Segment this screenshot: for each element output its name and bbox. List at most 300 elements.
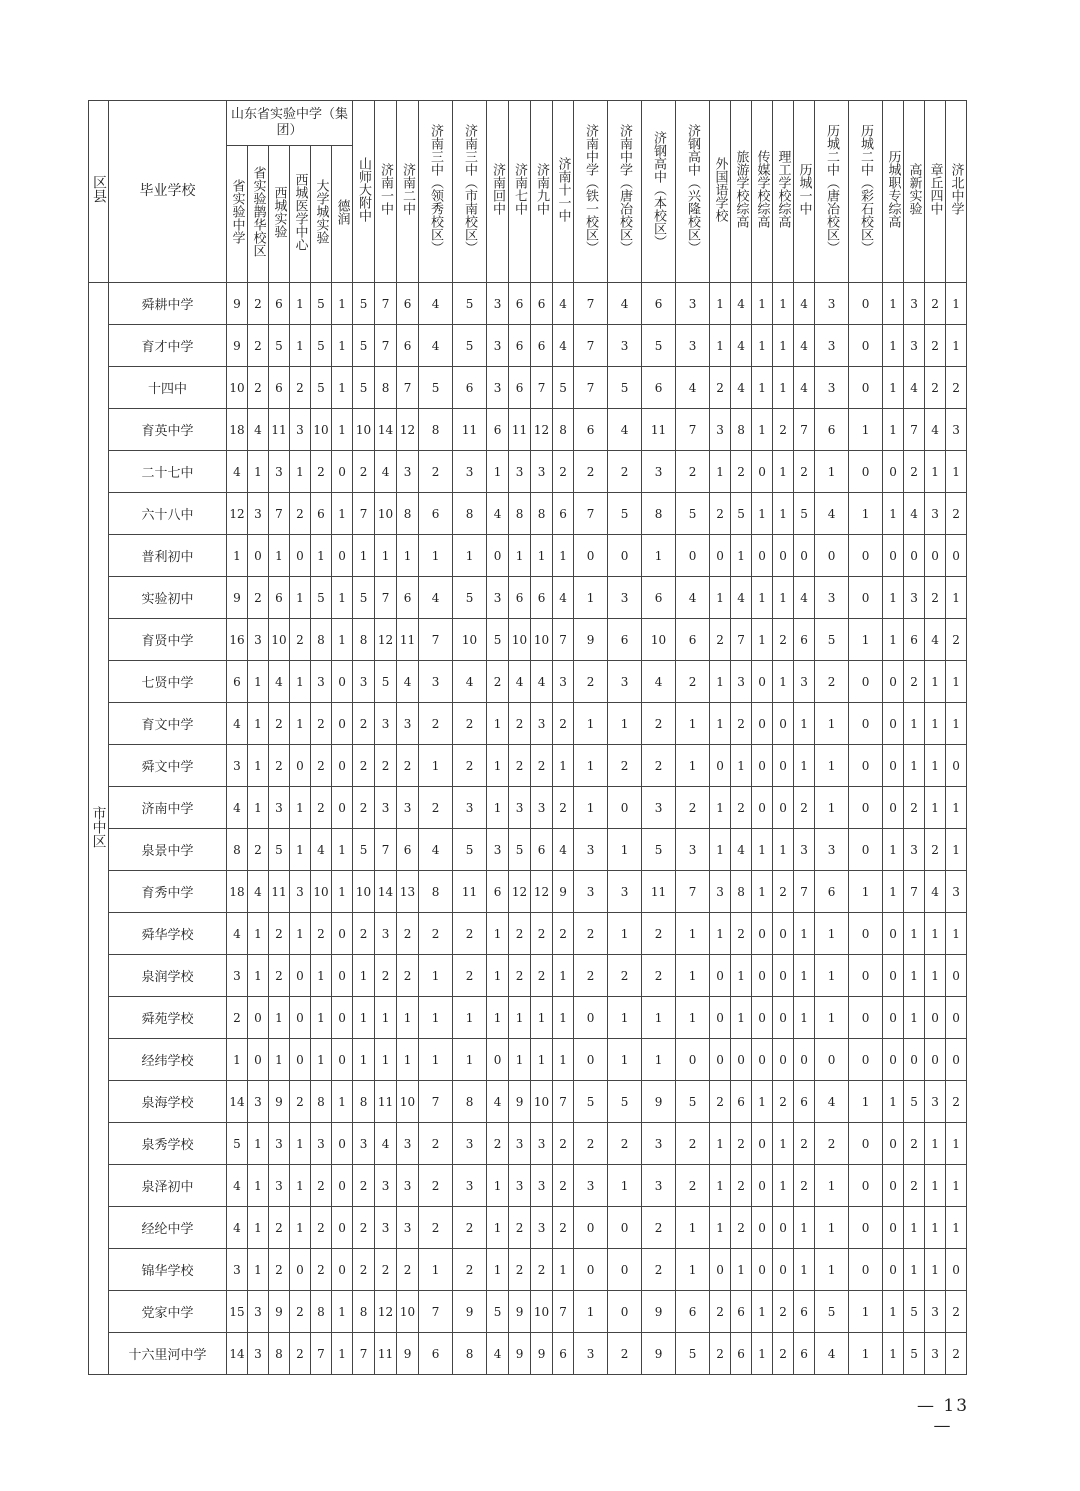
quota-cell: 11 — [397, 619, 419, 661]
quota-cell: 1 — [815, 913, 849, 955]
quota-cell: 6 — [509, 283, 531, 325]
quota-cell: 1 — [608, 913, 642, 955]
quota-cell: 0 — [773, 997, 794, 1039]
quota-cell: 6 — [269, 283, 290, 325]
quota-cell: 6 — [487, 409, 509, 451]
quota-cell: 1 — [248, 1207, 269, 1249]
quota-cell: 0 — [925, 535, 946, 577]
quota-cell: 3 — [397, 703, 419, 745]
quota-cell: 8 — [642, 493, 676, 535]
school-name-cell: 舜苑学校 — [109, 997, 227, 1039]
quota-cell: 1 — [332, 619, 353, 661]
quota-cell: 1 — [773, 829, 794, 871]
quota-cell: 4 — [419, 325, 453, 367]
quota-cell: 5 — [269, 325, 290, 367]
quota-cell: 1 — [946, 1123, 967, 1165]
quota-cell: 0 — [710, 997, 731, 1039]
quota-cell: 2 — [904, 1123, 925, 1165]
quota-cell: 1 — [332, 283, 353, 325]
table-row — [89, 1123, 967, 1165]
table-row — [89, 451, 967, 493]
quota-cell: 10 — [353, 409, 375, 451]
quota-cell: 1 — [773, 283, 794, 325]
quota-cell: 3 — [269, 787, 290, 829]
quota-cell: 1 — [553, 997, 574, 1039]
quota-cell: 1 — [642, 997, 676, 1039]
quota-cell: 2 — [269, 1207, 290, 1249]
quota-cell: 12 — [375, 1291, 397, 1333]
quota-cell: 3 — [453, 1165, 487, 1207]
school-name-cell: 舜华学校 — [109, 913, 227, 955]
quota-cell: 3 — [453, 787, 487, 829]
table-row — [89, 283, 967, 325]
quota-cell: 1 — [731, 997, 752, 1039]
quota-cell: 8 — [419, 871, 453, 913]
quota-cell: 0 — [248, 1039, 269, 1081]
quota-cell: 2 — [397, 1249, 419, 1291]
quota-cell: 0 — [946, 535, 967, 577]
quota-cell: 0 — [752, 1123, 773, 1165]
quota-cell: 6 — [642, 577, 676, 619]
quota-cell: 3 — [269, 451, 290, 493]
quota-cell: 3 — [375, 703, 397, 745]
quota-cell: 2 — [419, 787, 453, 829]
quota-cell: 4 — [815, 1333, 849, 1375]
quota-cell: 1 — [925, 787, 946, 829]
quota-cell: 2 — [773, 1291, 794, 1333]
quota-cell: 8 — [311, 619, 332, 661]
quota-cell: 2 — [553, 913, 574, 955]
school-name-cell: 七贤中学 — [109, 661, 227, 703]
column-header — [269, 146, 290, 283]
quota-cell: 1 — [608, 1165, 642, 1207]
quota-cell: 6 — [397, 283, 419, 325]
quota-cell: 1 — [332, 367, 353, 409]
quota-cell: 1 — [815, 1249, 849, 1291]
quota-cell: 4 — [419, 829, 453, 871]
quota-cell: 0 — [883, 745, 904, 787]
quota-cell: 4 — [269, 661, 290, 703]
quota-cell: 2 — [574, 451, 608, 493]
quota-cell: 5 — [676, 1333, 710, 1375]
column-header — [553, 101, 574, 283]
quota-cell: 3 — [642, 1165, 676, 1207]
quota-cell: 2 — [608, 745, 642, 787]
quota-cell: 0 — [332, 661, 353, 703]
quota-cell: 2 — [946, 619, 967, 661]
quota-cell: 1 — [227, 1039, 248, 1081]
table-row — [89, 577, 967, 619]
quota-cell: 4 — [509, 661, 531, 703]
quota-cell: 1 — [925, 1165, 946, 1207]
quota-cell: 6 — [531, 325, 553, 367]
quota-cell: 1 — [946, 787, 967, 829]
school-name-cell: 十四中 — [109, 367, 227, 409]
quota-cell: 7 — [353, 493, 375, 535]
quota-cell: 5 — [453, 283, 487, 325]
quota-cell: 1 — [509, 997, 531, 1039]
quota-cell: 3 — [815, 367, 849, 409]
quota-cell: 2 — [453, 703, 487, 745]
quota-cell: 1 — [608, 997, 642, 1039]
quota-cell: 0 — [752, 535, 773, 577]
quota-cell: 5 — [608, 1081, 642, 1123]
quota-cell: 3 — [248, 493, 269, 535]
quota-cell: 1 — [883, 325, 904, 367]
quota-cell: 1 — [773, 661, 794, 703]
quota-cell: 0 — [883, 535, 904, 577]
quota-cell: 9 — [397, 1333, 419, 1375]
quota-cell: 3 — [710, 409, 731, 451]
school-name-cell: 党家中学 — [109, 1291, 227, 1333]
quota-cell: 1 — [815, 703, 849, 745]
quota-cell: 6 — [731, 1333, 752, 1375]
quota-cell: 1 — [946, 451, 967, 493]
school-name-cell: 经纶中学 — [109, 1207, 227, 1249]
quota-cell: 1 — [925, 745, 946, 787]
quota-cell: 5 — [353, 829, 375, 871]
quota-cell: 1 — [773, 367, 794, 409]
quota-cell: 2 — [731, 1165, 752, 1207]
quota-cell: 2 — [269, 955, 290, 997]
quota-cell: 1 — [397, 997, 419, 1039]
table-row — [89, 1081, 967, 1123]
column-header — [487, 101, 509, 283]
quota-cell: 0 — [731, 1039, 752, 1081]
quota-cell: 1 — [849, 619, 883, 661]
quota-cell: 1 — [608, 829, 642, 871]
quota-cell: 1 — [574, 703, 608, 745]
quota-cell: 7 — [375, 283, 397, 325]
quota-cell: 0 — [883, 1039, 904, 1081]
quota-cell: 4 — [731, 283, 752, 325]
column-header-label: 济南三中（市南校区） — [462, 124, 478, 254]
quota-cell: 1 — [248, 787, 269, 829]
school-name-cell: 济南中学 — [109, 787, 227, 829]
quota-cell: 4 — [815, 1081, 849, 1123]
quota-cell: 1 — [710, 451, 731, 493]
quota-cell: 6 — [676, 1291, 710, 1333]
quota-cell: 6 — [487, 871, 509, 913]
quota-cell: 1 — [553, 535, 574, 577]
quota-cell: 8 — [375, 367, 397, 409]
quota-cell: 3 — [397, 1123, 419, 1165]
school-name-cell: 泉秀学校 — [109, 1123, 227, 1165]
quota-cell: 1 — [332, 493, 353, 535]
column-header — [883, 101, 904, 283]
quota-cell: 3 — [531, 1123, 553, 1165]
quota-cell: 14 — [227, 1333, 248, 1375]
quota-cell: 7 — [904, 409, 925, 451]
quota-cell: 1 — [849, 1081, 883, 1123]
quota-cell: 1 — [925, 451, 946, 493]
quota-cell: 4 — [487, 1333, 509, 1375]
quota-cell: 2 — [946, 1081, 967, 1123]
quota-cell: 1 — [731, 955, 752, 997]
column-header-label: 省实验中学 — [229, 179, 245, 244]
quota-cell: 3 — [531, 1165, 553, 1207]
quota-cell: 0 — [332, 1039, 353, 1081]
quota-cell: 6 — [269, 577, 290, 619]
quota-cell: 2 — [248, 577, 269, 619]
quota-cell: 0 — [710, 1039, 731, 1081]
column-header — [397, 101, 419, 283]
header-region: 区县 — [89, 101, 109, 283]
quota-cell: 6 — [731, 1291, 752, 1333]
quota-cell: 1 — [752, 283, 773, 325]
column-header — [332, 146, 353, 283]
quota-cell: 11 — [375, 1333, 397, 1375]
quota-cell: 4 — [925, 619, 946, 661]
quota-cell: 8 — [531, 493, 553, 535]
quota-cell: 3 — [453, 451, 487, 493]
column-header — [608, 101, 642, 283]
quota-cell: 6 — [397, 325, 419, 367]
quota-cell: 7 — [375, 829, 397, 871]
school-name-cell: 育贤中学 — [109, 619, 227, 661]
quota-cell: 4 — [375, 451, 397, 493]
quota-cell: 0 — [946, 955, 967, 997]
quota-cell: 1 — [269, 1039, 290, 1081]
school-name-cell: 普利初中 — [109, 535, 227, 577]
table-row — [89, 535, 967, 577]
quota-cell: 2 — [290, 493, 311, 535]
quota-cell: 1 — [642, 1039, 676, 1081]
quota-cell: 2 — [353, 703, 375, 745]
quota-cell: 3 — [375, 787, 397, 829]
quota-cell: 2 — [397, 913, 419, 955]
quota-cell: 0 — [946, 1249, 967, 1291]
quota-cell: 1 — [925, 1123, 946, 1165]
quota-cell: 3 — [487, 577, 509, 619]
quota-cell: 11 — [453, 871, 487, 913]
quota-cell: 2 — [642, 1249, 676, 1291]
quota-cell: 1 — [710, 1165, 731, 1207]
quota-cell: 8 — [453, 493, 487, 535]
column-header-label: 济南三中（领秀校区） — [428, 124, 444, 254]
quota-cell: 7 — [574, 493, 608, 535]
quota-cell: 6 — [642, 283, 676, 325]
quota-cell: 6 — [794, 1081, 815, 1123]
quota-cell: 5 — [311, 577, 332, 619]
column-header-label: 历城二中（彩石校区） — [858, 124, 874, 254]
quota-cell: 6 — [904, 619, 925, 661]
quota-cell: 8 — [353, 619, 375, 661]
quota-cell: 1 — [794, 1207, 815, 1249]
quota-cell: 0 — [773, 955, 794, 997]
quota-cell: 10 — [531, 1291, 553, 1333]
quota-cell: 2 — [608, 451, 642, 493]
quota-cell: 0 — [904, 535, 925, 577]
quota-cell: 1 — [487, 1249, 509, 1291]
quota-cell: 1 — [290, 283, 311, 325]
quota-cell: 1 — [397, 1039, 419, 1081]
quota-cell: 4 — [925, 409, 946, 451]
quota-cell: 2 — [290, 367, 311, 409]
quota-cell: 9 — [531, 1333, 553, 1375]
table-row — [89, 367, 967, 409]
quota-cell: 2 — [773, 409, 794, 451]
quota-cell: 3 — [608, 577, 642, 619]
quota-cell: 0 — [752, 1165, 773, 1207]
quota-cell: 1 — [419, 1249, 453, 1291]
quota-cell: 1 — [904, 955, 925, 997]
quota-cell: 3 — [642, 451, 676, 493]
quota-cell: 1 — [710, 577, 731, 619]
quota-cell: 1 — [487, 745, 509, 787]
quota-cell: 1 — [290, 1165, 311, 1207]
quota-cell: 0 — [290, 1249, 311, 1291]
quota-cell: 0 — [332, 745, 353, 787]
quota-cell: 1 — [676, 703, 710, 745]
quota-cell: 1 — [773, 325, 794, 367]
quota-cell: 5 — [815, 1291, 849, 1333]
quota-cell: 15 — [227, 1291, 248, 1333]
quota-cell: 1 — [487, 997, 509, 1039]
quota-cell: 2 — [487, 1123, 509, 1165]
quota-cell: 2 — [269, 1249, 290, 1291]
quota-cell: 2 — [509, 1207, 531, 1249]
quota-cell: 2 — [311, 787, 332, 829]
quota-cell: 5 — [311, 325, 332, 367]
quota-cell: 4 — [531, 661, 553, 703]
quota-cell: 1 — [290, 829, 311, 871]
quota-cell: 6 — [731, 1081, 752, 1123]
quota-cell: 1 — [419, 1039, 453, 1081]
quota-cell: 6 — [531, 829, 553, 871]
quota-cell: 1 — [419, 955, 453, 997]
quota-cell: 6 — [311, 493, 332, 535]
quota-cell: 2 — [553, 1123, 574, 1165]
quota-cell: 10 — [509, 619, 531, 661]
quota-cell: 0 — [710, 745, 731, 787]
quota-cell: 4 — [815, 493, 849, 535]
quota-cell: 1 — [353, 535, 375, 577]
quota-cell: 4 — [453, 661, 487, 703]
quota-cell: 6 — [269, 367, 290, 409]
quota-cell: 1 — [883, 283, 904, 325]
quota-cell: 0 — [248, 997, 269, 1039]
school-name-cell: 育才中学 — [109, 325, 227, 367]
quota-cell: 0 — [773, 1039, 794, 1081]
quota-cell: 6 — [531, 577, 553, 619]
table-row — [89, 787, 967, 829]
column-header — [676, 101, 710, 283]
quota-cell: 1 — [311, 955, 332, 997]
quota-cell: 0 — [332, 535, 353, 577]
quota-cell: 6 — [419, 1333, 453, 1375]
quota-cell: 0 — [752, 913, 773, 955]
column-header-label: 济南中学（唐冶校区） — [617, 124, 633, 254]
quota-cell: 4 — [553, 577, 574, 619]
quota-cell: 2 — [608, 1123, 642, 1165]
quota-cell: 7 — [553, 1291, 574, 1333]
quota-cell: 1 — [353, 1039, 375, 1081]
quota-cell: 1 — [375, 535, 397, 577]
quota-cell: 1 — [248, 1249, 269, 1291]
quota-cell: 0 — [487, 535, 509, 577]
quota-cell: 0 — [574, 1207, 608, 1249]
quota-cell: 0 — [773, 703, 794, 745]
column-header — [419, 101, 453, 283]
quota-cell: 1 — [248, 451, 269, 493]
quota-cell: 3 — [375, 1207, 397, 1249]
quota-cell: 1 — [608, 1039, 642, 1081]
quota-cell: 1 — [731, 1249, 752, 1291]
quota-cell: 2 — [946, 1291, 967, 1333]
quota-cell: 3 — [227, 955, 248, 997]
quota-cell: 1 — [453, 535, 487, 577]
quota-cell: 0 — [608, 787, 642, 829]
school-name-cell: 育秀中学 — [109, 871, 227, 913]
quota-cell: 2 — [453, 913, 487, 955]
quota-cell: 2 — [353, 1207, 375, 1249]
quota-cell: 1 — [773, 1165, 794, 1207]
quota-cell: 7 — [553, 619, 574, 661]
quota-cell: 0 — [794, 1039, 815, 1081]
quota-cell: 3 — [925, 1081, 946, 1123]
quota-cell: 1 — [290, 1207, 311, 1249]
column-header-label: 省实验鹊华校区 — [250, 166, 266, 257]
quota-cell: 1 — [290, 325, 311, 367]
quota-cell: 2 — [397, 745, 419, 787]
quota-cell: 2 — [509, 1249, 531, 1291]
quota-cell: 2 — [248, 325, 269, 367]
quota-cell: 1 — [710, 829, 731, 871]
quota-cell: 1 — [752, 829, 773, 871]
quota-cell: 3 — [487, 325, 509, 367]
column-header-label: 历城职专综高 — [885, 150, 901, 228]
quota-cell: 1 — [453, 1039, 487, 1081]
quota-cell: 3 — [710, 871, 731, 913]
quota-cell: 1 — [531, 535, 553, 577]
quota-cell: 3 — [608, 661, 642, 703]
quota-cell: 1 — [290, 1123, 311, 1165]
quota-cell: 5 — [509, 829, 531, 871]
quota-cell: 1 — [332, 1081, 353, 1123]
quota-cell: 7 — [419, 1291, 453, 1333]
quota-cell: 0 — [332, 1249, 353, 1291]
quota-cell: 1 — [574, 577, 608, 619]
table-row — [89, 1249, 967, 1291]
quota-cell: 4 — [227, 451, 248, 493]
quota-cell: 5 — [269, 829, 290, 871]
quota-cell: 11 — [642, 409, 676, 451]
column-header-label: 历城一中 — [796, 163, 812, 215]
quota-cell: 0 — [608, 1207, 642, 1249]
quota-cell: 0 — [849, 703, 883, 745]
quota-cell: 3 — [531, 1207, 553, 1249]
table-row — [89, 1333, 967, 1375]
quota-cell: 2 — [904, 451, 925, 493]
quota-cell: 1 — [849, 1291, 883, 1333]
quota-cell: 3 — [509, 787, 531, 829]
quota-cell: 1 — [574, 787, 608, 829]
table-row — [89, 1165, 967, 1207]
quota-cell: 2 — [608, 955, 642, 997]
quota-cell: 1 — [904, 913, 925, 955]
quota-cell: 6 — [815, 409, 849, 451]
quota-cell: 4 — [731, 829, 752, 871]
quota-cell: 0 — [883, 1123, 904, 1165]
header-school: 毕业学校 — [109, 101, 227, 283]
quota-cell: 1 — [815, 997, 849, 1039]
quota-cell: 0 — [710, 1249, 731, 1291]
quota-cell: 1 — [925, 661, 946, 703]
quota-cell: 9 — [227, 283, 248, 325]
quota-cell: 0 — [794, 535, 815, 577]
quota-cell: 0 — [752, 1207, 773, 1249]
